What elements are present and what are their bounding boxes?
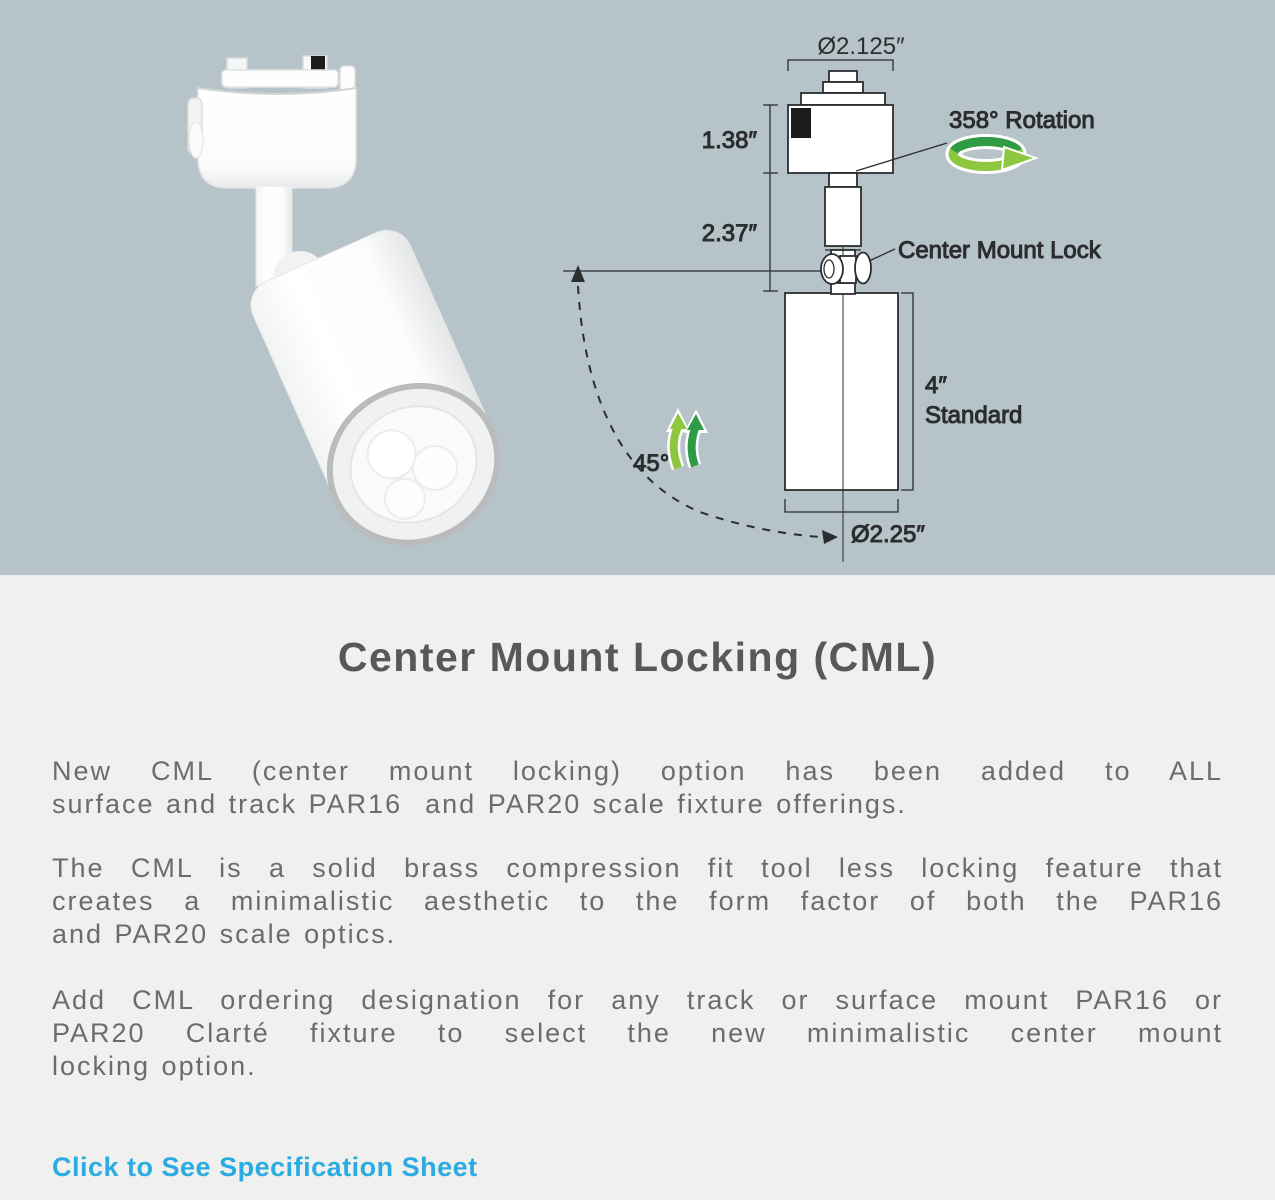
tilt-angle-label: 45° xyxy=(633,450,670,477)
cylinder-drawing xyxy=(785,293,898,490)
track-adapter xyxy=(188,88,356,188)
height-bracket xyxy=(901,293,913,490)
stem-drawing xyxy=(825,173,861,259)
bottom-diameter-label: Ø2.25″ xyxy=(851,521,925,548)
body-height-sub-label: Standard xyxy=(925,402,1023,429)
paragraph-line: New CML (center mount locking) option has been added to ALL xyxy=(52,756,1223,786)
bottom-diameter-bracket xyxy=(785,499,898,512)
paragraph-line: PAR20 Clarté fixture to select the new minimalistic center mount xyxy=(52,1018,1223,1048)
body-height-label: 4″ xyxy=(925,372,947,399)
paragraph-2 xyxy=(52,852,1223,951)
paragraph-line: The CML is a solid brass compression fit tool less locking feature that xyxy=(52,853,1223,883)
paragraph-1 xyxy=(52,755,1223,821)
paragraph-line: and PAR20 scale optics. xyxy=(52,919,397,949)
adapter-drawing xyxy=(788,71,893,173)
arc-up-arrowhead xyxy=(571,265,585,282)
tilt-arrows-icon xyxy=(666,408,708,468)
lock-label: Center Mount Lock xyxy=(898,237,1101,264)
product-photo xyxy=(188,56,523,570)
lock-leader-line xyxy=(869,249,895,261)
rotation-label: 358° Rotation xyxy=(949,107,1095,134)
paragraph-line: locking option. xyxy=(52,1051,257,1081)
dimension-diagram xyxy=(563,33,1102,562)
adapter-top-plate xyxy=(222,70,338,87)
top-diameter-bracket xyxy=(788,60,893,71)
paragraph-line: surface and track PAR16 and PAR20 scale fixture offerings. xyxy=(52,789,907,819)
paragraph-line: creates a minimalistic aesthetic to the form factor of both the PAR16 xyxy=(52,886,1223,916)
tilt-arc xyxy=(578,286,820,537)
left-dimension-bracket xyxy=(763,105,778,291)
page-title: Center Mount Locking (CML) xyxy=(337,634,938,680)
hero-section xyxy=(0,0,1275,575)
center-mount-lock-drawing xyxy=(821,253,871,295)
hero-graphic xyxy=(0,0,1275,575)
rotation-arrow-icon xyxy=(953,142,1036,171)
spotlight-head xyxy=(243,222,524,570)
paragraph-3 xyxy=(52,984,1223,1083)
spec-sheet-link[interactable]: Click to See Specification Sheet xyxy=(52,1152,478,1182)
content-section xyxy=(0,575,1275,1200)
paragraph-line: Add CML ordering designation for any track or surface mount PAR16 or xyxy=(52,985,1223,1015)
upper-height-label: 1.38″ xyxy=(701,127,757,154)
arc-right-arrowhead xyxy=(822,530,838,544)
top-diameter-label: Ø2.125″ xyxy=(817,33,905,60)
stem-height-label: 2.37″ xyxy=(701,220,757,247)
